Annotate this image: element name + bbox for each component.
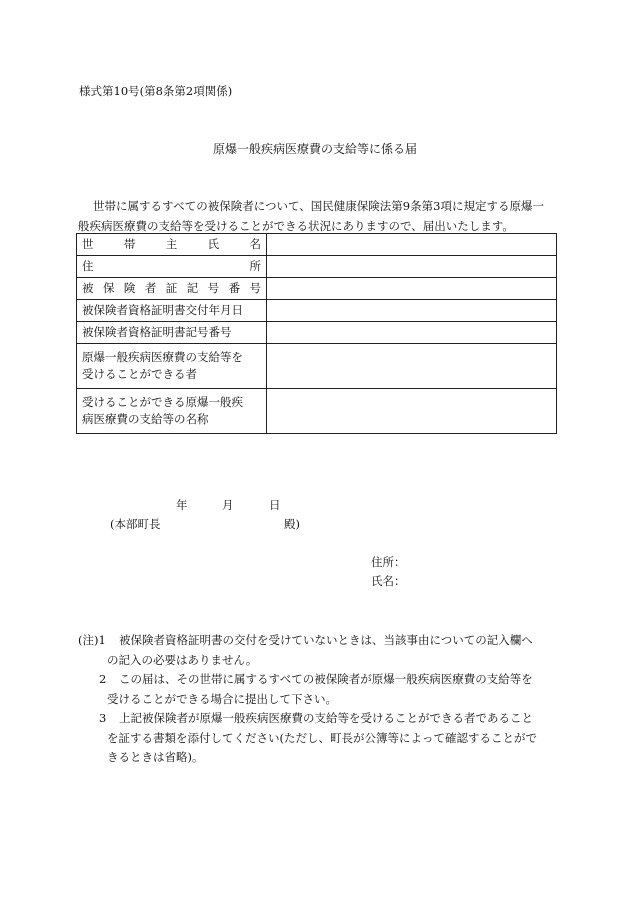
label-eligible-person: 原爆一般疾病医療費の支給等を 受けることができる者 <box>77 344 267 389</box>
field-cert-issue-date[interactable] <box>267 300 557 322</box>
note-3: 3 上記被保険者が原爆一般疾病医療費の支給等を受けることができる者であること を証する書類を添付してください(ただし、町長が公簿等によって確認することがで きるときは省略)。 <box>99 711 537 764</box>
row-cert-issue-date <box>77 300 557 322</box>
row-eligible-person <box>77 344 557 389</box>
row-insured-number <box>77 278 557 300</box>
row-cert-number <box>77 322 557 344</box>
date-day-label: 日 <box>269 498 281 512</box>
note-1-number: (注)1 <box>78 633 106 647</box>
field-eligible-person[interactable] <box>267 344 557 389</box>
row-householder-name <box>77 234 557 256</box>
form-number: 様式第10号(第8条第2項関係) <box>79 84 233 98</box>
label-address: 住 所 <box>77 256 267 278</box>
applicant-address-label: 住所： <box>371 555 406 569</box>
field-benefit-name[interactable] <box>267 389 557 434</box>
row-benefit-name <box>77 389 557 434</box>
label-cert-issue-date: 被保険者資格証明書交付年月日 <box>77 300 267 322</box>
applicant-name-label: 氏名： <box>371 574 406 588</box>
field-cert-number[interactable] <box>267 322 557 344</box>
note-1: (注)1 被保険者資格証明書の交付を受けていないときは、当該事由についての記入欄へ の記入の必要はありません。 <box>78 633 533 667</box>
note-3-number: 3 <box>99 711 107 725</box>
field-insured-number[interactable] <box>267 278 557 300</box>
date-month-label: 月 <box>222 498 234 512</box>
row-address <box>77 256 557 278</box>
intro-line-2: 般疾病医療費の支給等を受けることができる状況にありますので、届出いたします。 <box>78 219 514 233</box>
label-benefit-name: 受けることができる原爆一般疾 病医療費の支給等の名称 <box>77 389 267 434</box>
notification-form-table <box>76 233 557 434</box>
intro-line-1: 世帯に属するすべての被保険者について、国民健康保険法第9条第3項に規定する原爆一 <box>93 199 544 213</box>
note-2-number: 2 <box>99 672 107 686</box>
addressee-close: 殿) <box>284 517 300 531</box>
label-householder-name: 世 帯 主 氏 名 <box>77 234 267 256</box>
note-2: 2 この届は、その世帯に属するすべての被保険者が原爆一般疾病医療費の支給等を 受けることができる場合に提出して下さい。 <box>99 672 533 706</box>
field-address[interactable] <box>267 256 557 278</box>
addressee-open: (本部町長 <box>110 517 161 531</box>
label-insured-number: 被 保 険 者 証 記 号 番 号 <box>77 278 267 300</box>
label-cert-number: 被保険者資格証明書記号番号 <box>77 322 267 344</box>
intro-paragraph <box>78 196 560 236</box>
notes-section <box>78 631 560 768</box>
document-title: 原爆一般疾病医療費の支給等に係る届 <box>212 142 417 156</box>
field-householder-name[interactable] <box>267 234 557 256</box>
date-year-label: 年 <box>176 498 188 512</box>
